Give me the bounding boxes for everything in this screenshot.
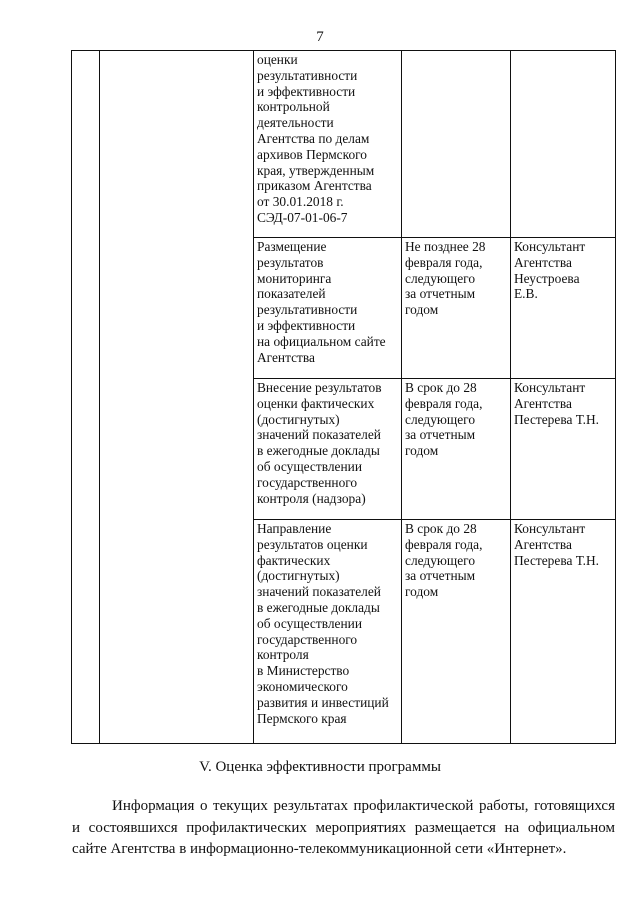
measure-name-column-cell	[100, 51, 254, 744]
responsible-cell	[511, 520, 616, 744]
activity-text: Направление результатов оценки фактических (достигнутых) значений показателей в ежегодные доклады об осуществлении государственного контроля в Министерство экономического развития и инвестиций Пермского края	[257, 521, 389, 726]
section-heading: V. Оценка эффективности программы	[199, 759, 441, 775]
deadline-text: Не позднее 28 февраля года, следующего за отчетным годом	[405, 239, 486, 318]
responsible-cell	[511, 238, 616, 379]
responsible-cell	[511, 51, 616, 238]
activity-text: Внесение результатов оценки фактических (достигнутых) значений показателей в ежегодные доклады об осуществлении государственного контроля (надзора)	[257, 380, 382, 506]
responsible-text: Консультант Агентства Неустроева Е.В.	[514, 239, 586, 302]
activity-cell	[254, 379, 402, 520]
deadline-text: В срок до 28 февраля года, следующего за отчетным годом	[405, 380, 483, 459]
table-row	[72, 51, 616, 238]
measures-table	[71, 50, 616, 744]
body-paragraph: Информация о текущих результатах профилактической работы, готовящихся и состоявшихся профилактических мероприятиях размещается на официальном сайте Агентства в информационно-телекоммуникационной сети «Интернет».	[72, 798, 615, 857]
activity-cell	[254, 51, 402, 238]
deadline-cell	[402, 238, 511, 379]
deadline-cell	[402, 379, 511, 520]
responsible-cell	[511, 379, 616, 520]
deadline-cell	[402, 51, 511, 238]
activity-text: Размещение результатов мониторинга показателей результативности и эффективности на официальном сайте Агентства	[257, 239, 386, 365]
responsible-text: Консультант Агентства Пестерева Т.Н.	[514, 521, 599, 568]
deadline-cell	[402, 520, 511, 744]
responsible-text: Консультант Агентства Пестерева Т.Н.	[514, 380, 599, 427]
activity-text: оценки результативности и эффективности контрольной деятельности Агентства по делам архивов Пермского края, утвержденным приказом Агентства от 30.01.2018 г. СЭД-07-01-06-7	[257, 52, 375, 225]
number-column-cell	[72, 51, 100, 744]
page-number: 7	[316, 29, 324, 45]
deadline-text: В срок до 28 февраля года, следующего за отчетным годом	[405, 521, 483, 600]
activity-cell	[254, 520, 402, 744]
activity-cell	[254, 238, 402, 379]
